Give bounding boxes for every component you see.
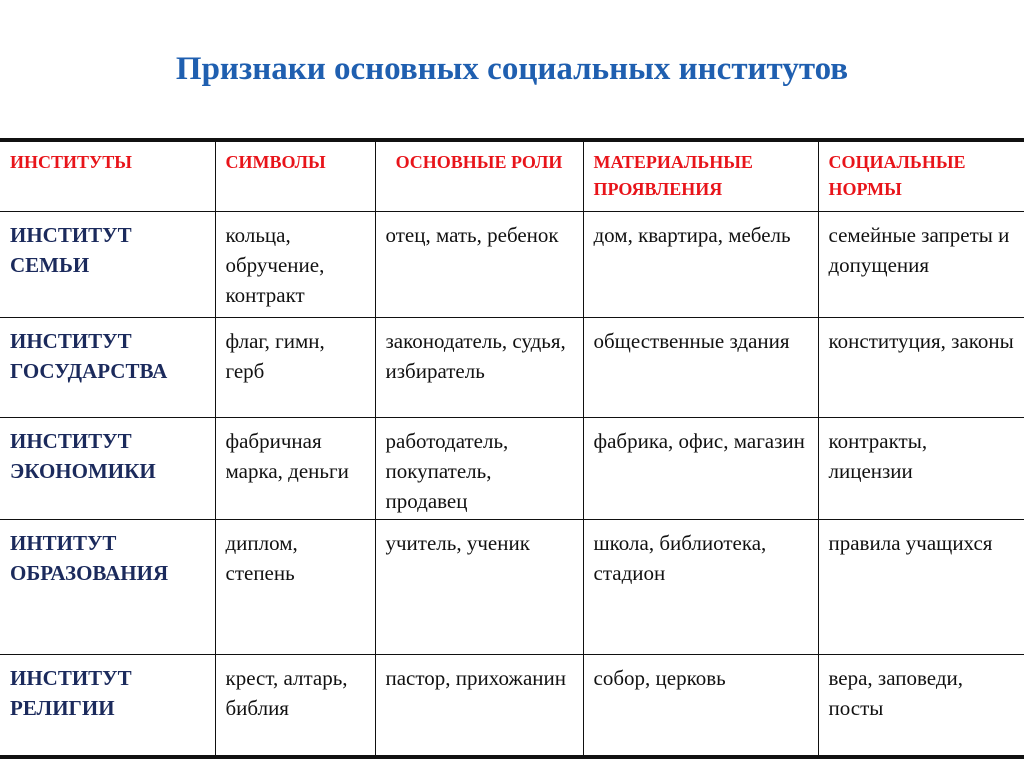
header-symbols: СИМВОЛЫ: [215, 140, 375, 212]
symbols-cell: кольца, обручение, контракт: [215, 212, 375, 318]
institute-cell: ИНСТИТУТ ГОСУДАРСТВА: [0, 318, 215, 418]
table-row: [0, 318, 1024, 418]
roles-cell: законодатель, судья, избиратель: [375, 318, 583, 418]
header-material: МАТЕРИАЛЬНЫЕ ПРОЯВЛЕНИЯ: [583, 140, 818, 212]
header-norms: СОЦИАЛЬНЫЕ НОРМЫ: [818, 140, 1024, 212]
symbols-cell: фабричная марка, деньги: [215, 418, 375, 520]
institute-cell: ИНСТИТУТ ЭКОНОМИКИ: [0, 418, 215, 520]
roles-cell: работодатель, покупатель, продавец: [375, 418, 583, 520]
symbols-cell: диплом, степень: [215, 520, 375, 655]
slide-title: [0, 0, 1024, 138]
header-roles: ОСНОВНЫЕ РОЛИ: [375, 140, 583, 212]
roles-cell: пастор, прихожанин: [375, 655, 583, 757]
material-cell: собор, церковь: [583, 655, 818, 757]
material-cell: школа, библиотека, стадион: [583, 520, 818, 655]
table-row: [0, 418, 1024, 520]
norms-cell: конституция, законы: [818, 318, 1024, 418]
norms-cell: вера, заповеди, посты: [818, 655, 1024, 757]
institute-cell: ИНТИТУТ ОБРАЗОВАНИЯ: [0, 520, 215, 655]
material-cell: дом, квартира, мебель: [583, 212, 818, 318]
symbols-cell: флаг, гимн, герб: [215, 318, 375, 418]
table-row: [0, 520, 1024, 655]
norms-cell: контракты, лицензии: [818, 418, 1024, 520]
roles-cell: учитель, ученик: [375, 520, 583, 655]
institute-cell: ИНСТИТУТ СЕМЬИ: [0, 212, 215, 318]
institute-cell: ИНСТИТУТ РЕЛИГИИ: [0, 655, 215, 757]
material-cell: общественные здания: [583, 318, 818, 418]
table-row: [0, 212, 1024, 318]
table-row: [0, 655, 1024, 757]
norms-cell: правила учащихся: [818, 520, 1024, 655]
header-institutes: ИНСТИТУТЫ: [0, 140, 215, 212]
symbols-cell: крест, алтарь, библия: [215, 655, 375, 757]
roles-cell: отец, мать, ребенок: [375, 212, 583, 318]
title-text: Признаки основных социальных институтов: [175, 50, 849, 87]
norms-cell: семейные запреты и допущения: [818, 212, 1024, 318]
institutions-table: [0, 138, 1024, 759]
header-row: [0, 140, 1024, 212]
material-cell: фабрика, офис, магазин: [583, 418, 818, 520]
